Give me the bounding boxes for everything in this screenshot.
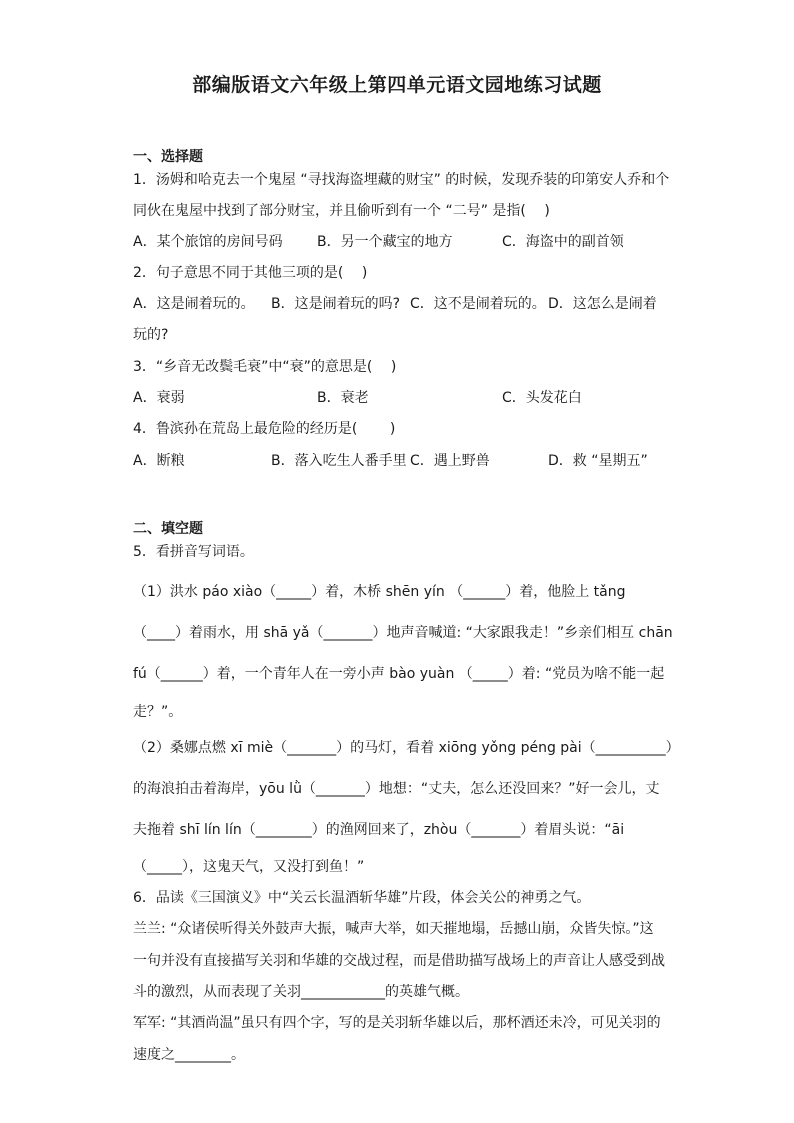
q5-line: （1）洪水 páo xiào（_____）着，木桥 shēn yín （______）着，他脸上 tǎng [133,584,626,600]
q3-option-b: B．衰老 [317,390,369,406]
section-heading-fill: 二、填空题 [133,521,203,537]
q5-line: fú（______）着，一个青年人在一旁小声 bào yuàn （_____）着: “党员为啥不能一起 [133,666,665,682]
q2-stem: 2．句子意思不同于其他三项的是( ) [133,265,368,281]
q6-line: 一句并没有直接描写关羽和华雄的交战过程，而是借助描写战场上的声音让人感受到战 [133,953,665,969]
q5-stem: 5．看拼音写词语。 [133,544,254,560]
q5-line: 夫拖着 shī lín lín（________）的渔网回来了，zhòu（_______）着眉头说：“āi [133,822,625,838]
q6-line: 军军: “其酒尚温”虽只有四个字，写的是关羽斩华雄以后，那杯酒还未冷，可见关羽的 [133,1015,661,1031]
q1-option-c: C．海盗中的副首领 [502,234,624,250]
q4-option-b: B．落入吃生人番手里 [271,453,407,469]
q2-continuation: 玩的? [133,327,169,343]
q1-option-a: A．某个旅馆的房间号码 [133,234,283,250]
q5-line: 走？”。 [133,704,183,720]
q5-line: （_____），这鬼天气，又没打到鱼！” [133,859,365,875]
q6-line: 斗的激烈，从而表现了关羽____________的英雄气概。 [133,984,469,1000]
q2-option-a: A．这是闹着玩的。 [133,296,255,312]
q2-option-d: D．这怎么是闹着 [548,296,657,312]
q1-line1: 1．汤姆和哈克去一个鬼屋 “寻找海盗埋藏的财宝” 的时候，发现乔装的印第安人乔和个 [133,172,670,188]
q6-stem: 6．品读《三国演义》中“关云长温酒斩华雄”片段，体会关公的神勇之气。 [133,890,591,906]
q5-line: （____）着雨水，用 shā yǎ（_______）地声音喊道: “大家跟我走！”乡亲们相互 chān [133,625,673,641]
q2-option-b: B．这是闹着玩的吗? [271,296,401,312]
q5-line: 的海浪拍击着海岸，yōu lǜ（_______）地想：“丈夫，怎么还没回来？”好一会儿，丈 [133,781,660,797]
q1-line2: 同伙在鬼屋中找到了部分财宝，并且偷听到有一个 “二号” 是指( ) [133,203,550,219]
q1-option-b: B．另一个藏宝的地方 [317,234,453,250]
q6-line: 速度之________。 [133,1047,245,1063]
section-heading-choice: 一、选择题 [133,149,203,165]
q4-stem: 4．鲁滨孙在荒岛上最危险的经历是( ) [133,421,396,437]
q3-option-a: A．衰弱 [133,390,185,406]
q2-option-c: C．这不是闹着玩的。 [410,296,546,312]
q4-option-d: D．救 “星期五” [548,453,648,469]
q3-stem: 3．“乡音无改鬓毛衰”中“衰”的意思是( ) [133,359,397,375]
page-title: 部编版语文六年级上第四单元语文园地练习试题 [192,74,602,96]
q5-line: （2）桑娜点燃 xī miè（_______）的马灯，看着 xiōng yǒng péng pài（__________） [133,740,680,756]
q3-option-c: C．头发花白 [502,390,582,406]
q6-line: 兰兰: “众诸侯听得关外鼓声大振，喊声大举，如天摧地塌，岳撼山崩，众皆失惊。”这 [133,921,654,937]
q4-option-a: A．断粮 [133,453,185,469]
q4-option-c: C．遇上野兽 [410,453,490,469]
